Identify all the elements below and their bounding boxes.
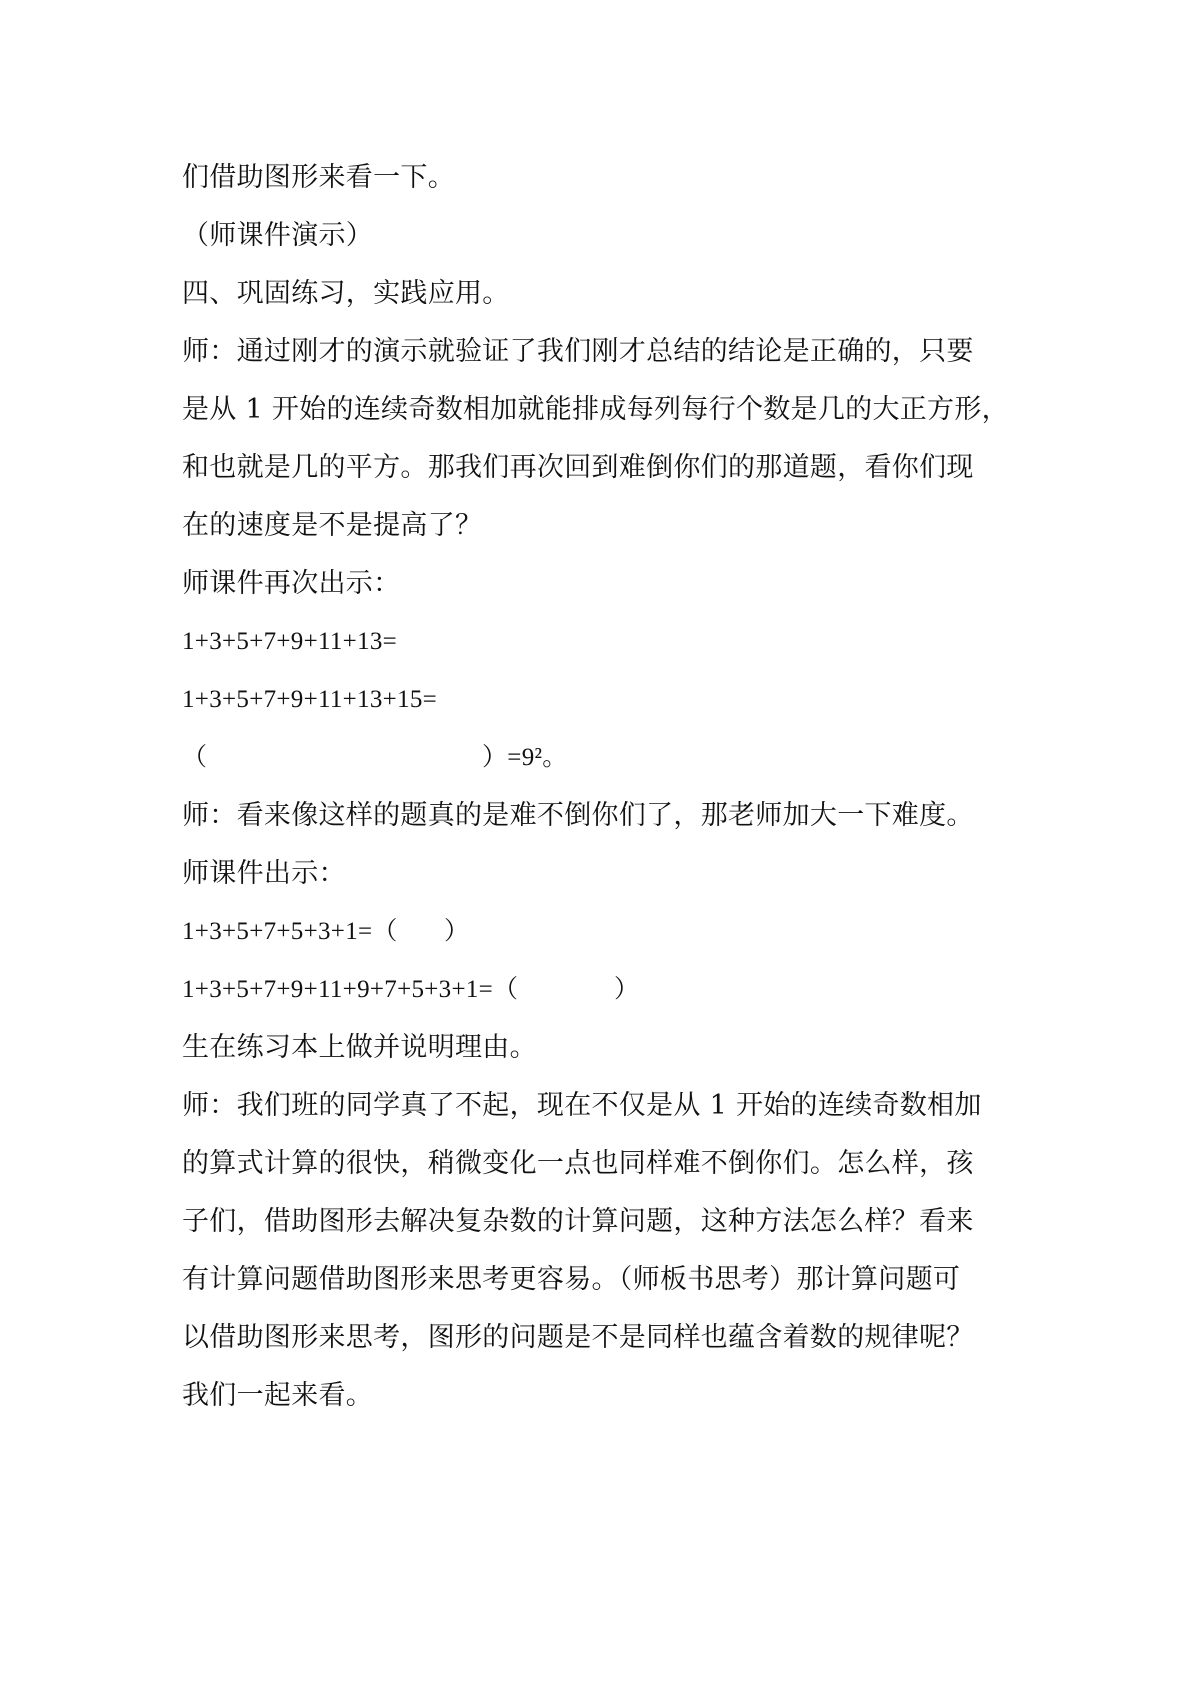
equation-text: 1+3+5+7+5+3+1=（: [182, 918, 398, 945]
blank-equation-line: [182, 740, 602, 776]
text-line: 生在练习本上做并说明理由。: [182, 1032, 537, 1063]
text-line: 师课件出示：: [182, 858, 346, 889]
equation-line: [182, 914, 502, 950]
text-line: 和也就是几的平方。那我们再次回到难倒你们的那道题，看你们现: [182, 452, 974, 483]
close-paren: ）: [444, 918, 470, 945]
close-paren: ）: [614, 976, 640, 1003]
text-line: 师课件再次出示：: [182, 568, 401, 599]
text-line: 我们一起来看。: [182, 1380, 374, 1411]
text-line: （师课件演示）: [182, 220, 374, 251]
text-line: 师：我们班的同学真了不起，现在不仅是从 1 开始的连续奇数相加: [182, 1090, 982, 1121]
equation-line: 1+3+5+7+9+11+13+15=: [182, 686, 438, 713]
text-line: 们借助图形来看一下。: [182, 162, 455, 193]
text-line: 师：通过刚才的演示就验证了我们刚才总结的结论是正确的，只要: [182, 336, 974, 367]
equation-result: ）=9²。: [482, 744, 568, 771]
text-line: 的算式计算的很快，稍微变化一点也同样难不倒你们。怎么样，孩: [182, 1148, 974, 1179]
text-line: 以借助图形来思考，图形的问题是不是同样也蕴含着数的规律呢？: [182, 1322, 974, 1353]
open-paren: （: [182, 744, 208, 771]
section-heading: 四、巩固练习，实践应用。: [182, 278, 510, 309]
equation-line: [182, 972, 652, 1008]
text-line: 有计算问题借助图形来思考更容易。（师板书思考）那计算问题可: [182, 1264, 961, 1295]
equation-line: 1+3+5+7+9+11+13=: [182, 628, 398, 655]
text-line: 是从 1 开始的连续奇数相加就能排成每列每行个数是几的大正方形，: [182, 394, 1009, 425]
text-line: 师：看来像这样的题真的是难不倒你们了，那老师加大一下难度。: [182, 800, 974, 831]
equation-text: 1+3+5+7+9+11+9+7+5+3+1=（: [182, 976, 519, 1003]
text-line: 子们，借助图形去解决复杂数的计算问题，这种方法怎么样？看来: [182, 1206, 974, 1237]
text-line: 在的速度是不是提高了？: [182, 510, 483, 541]
